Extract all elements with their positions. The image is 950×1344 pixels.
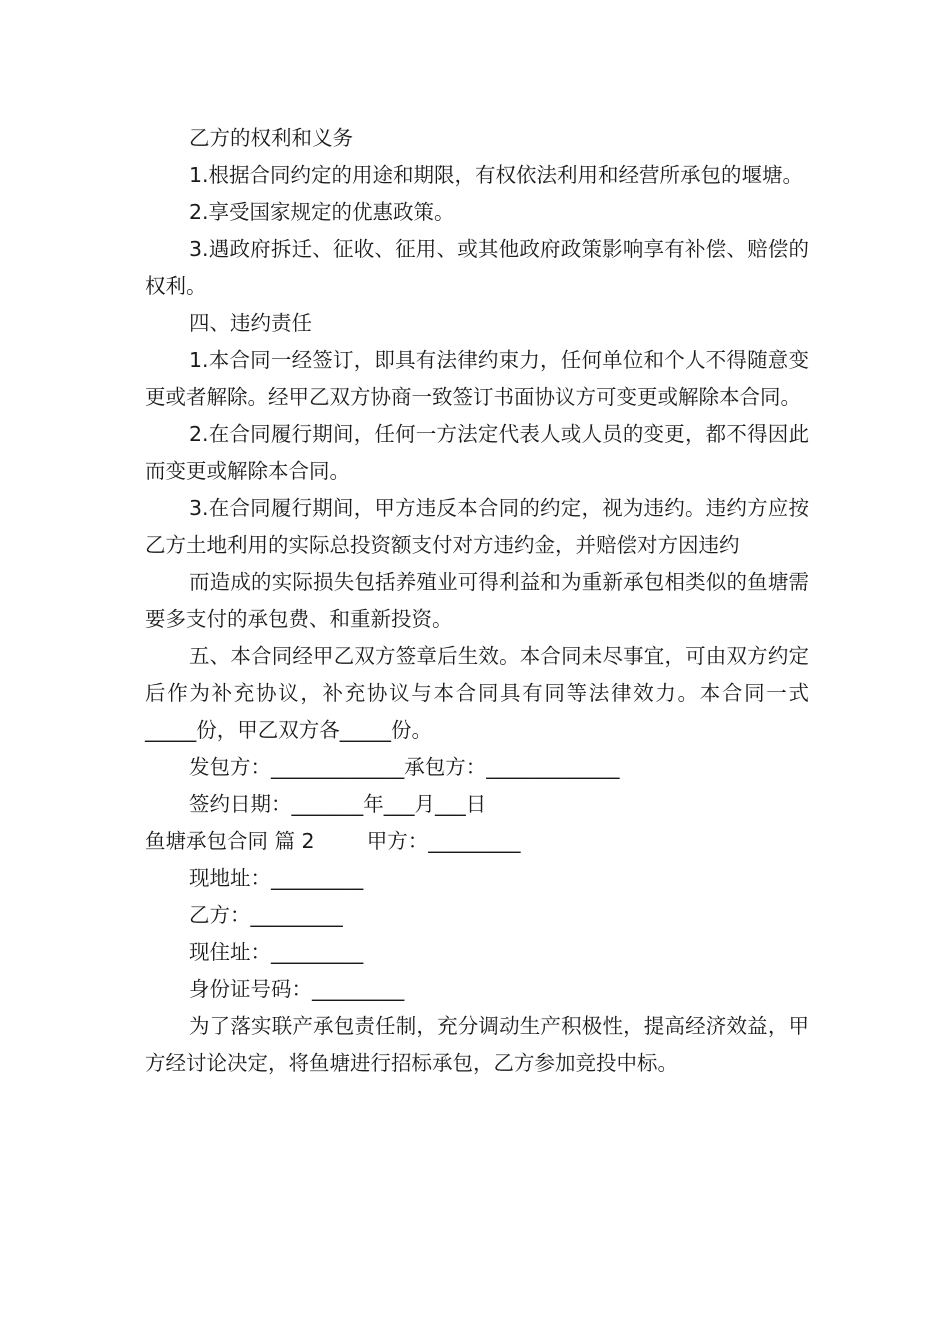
- address-field-line: 现地址：_________: [189, 866, 364, 890]
- clause-paragraph: 而造成的实际损失包括养殖业可得利益和为重新承包相类似的鱼塘需要多支付的承包费、和重新投资。: [145, 570, 809, 631]
- signing-date-line: 签约日期：_______年___月___日: [189, 792, 487, 816]
- clause-paragraph: 2.在合同履行期间，任何一方法定代表人或人员的变更，都不得因此而变更或解除本合同。: [145, 422, 809, 483]
- residence-field-line: 现住址：_________: [189, 940, 364, 964]
- clause-paragraph: 五、本合同经甲乙双方签章后生效。本合同未尽事宜，可由双方约定后作为补充协议，补充协议与本合同具有同等法律效力。本合同一式_____份，甲乙双方各_____份。: [145, 644, 809, 742]
- signature-line: 发包方：_____________承包方：_____________: [189, 755, 620, 779]
- contract-title-line: 鱼塘承包合同 篇 2 甲方：_________: [145, 829, 521, 853]
- section-heading-party-b-rights: 乙方的权利和义务: [189, 126, 353, 150]
- clause-paragraph: 3.遇政府拆迁、征收、征用、或其他政府政策影响享有补偿、赔偿的权利。: [145, 237, 809, 298]
- section-heading-breach: 四、违约责任: [189, 311, 312, 335]
- clause-paragraph: 1.根据合同约定的用途和期限，有权依法利用和经营所承包的堰塘。: [189, 163, 804, 187]
- clause-paragraph: 2.享受国家规定的优惠政策。: [189, 200, 455, 224]
- document-body: [145, 120, 809, 1082]
- clause-paragraph: 为了落实联产承包责任制，充分调动生产积极性，提高经济效益，甲方经讨论决定，将鱼塘进行招标承包，乙方参加竞投中标。: [145, 1014, 809, 1075]
- party-b-field-line: 乙方：_________: [189, 903, 343, 927]
- clause-paragraph: 1.本合同一经签订，即具有法律约束力，任何单位和个人不得随意变更或者解除。经甲乙双方协商一致签订书面协议方可变更或解除本合同。: [145, 348, 809, 409]
- id-number-field-line: 身份证号码：_________: [189, 977, 405, 1001]
- clause-paragraph: 3.在合同履行期间，甲方违反本合同的约定，视为违约。违约方应按乙方土地利用的实际总投资额支付对方违约金，并赔偿对方因违约: [145, 496, 809, 557]
